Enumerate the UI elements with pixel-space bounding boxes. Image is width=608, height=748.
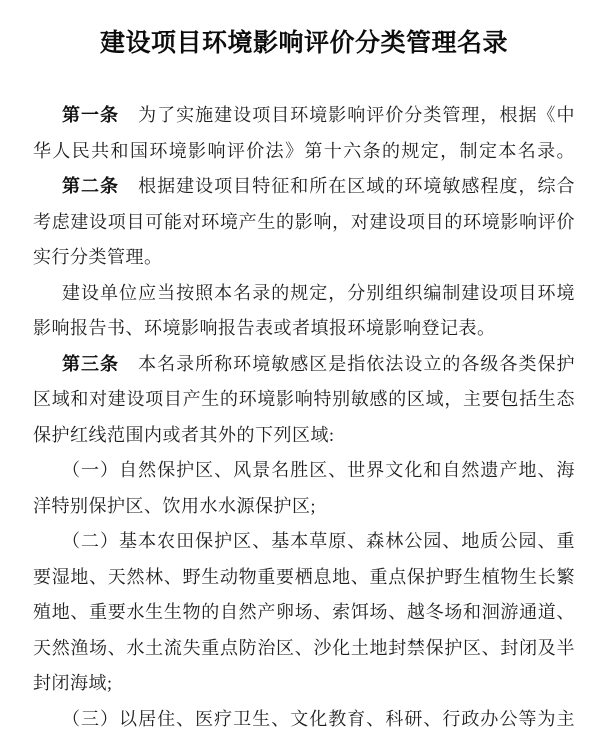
article-number: 第一条: [62, 105, 139, 125]
article-number: 第三条: [62, 353, 139, 374]
paragraph-2: [33, 169, 575, 276]
text-line: 殖地、重要水生生物的自然产卵场、索饵场、越冬场和洄游通道、: [33, 602, 575, 622]
text-line: 第三条 本名录所称环境敏感区是指依法设立的各级各类保护: [62, 353, 575, 374]
paragraph-1: [33, 98, 575, 169]
text-line: 影响报告书、环境影响报告表或者填报环境影响登记表。: [33, 318, 496, 338]
text-line: 第一条 为了实施建设项目环境影响评价分类管理，根据《中: [62, 105, 575, 125]
document-body: [33, 98, 575, 737]
paragraph-3: [33, 276, 575, 347]
text-line: 建设单位应当按照本名录的规定，分别组织编制建设项目环境: [62, 282, 575, 303]
text-line: 区域和对建设项目产生的环境影响特别敏感的区域，主要包括生态: [33, 389, 575, 409]
text-line: 保护红线范围内或者其外的下列区域:: [33, 424, 335, 445]
text-line: 天然渔场、水土流失重点防治区、沙化土地封禁保护区、封闭及半: [33, 637, 575, 658]
article-number: 第二条: [62, 176, 139, 196]
text-line: （二）基本农田保护区、基本草原、森林公园、地质公园、重: [62, 531, 575, 551]
paragraph-4: [33, 347, 575, 454]
text-line: （一）自然保护区、风景名胜区、世界文化和自然遗产地、海: [62, 460, 575, 480]
text-line: 洋特别保护区、饮用水水源保护区;: [33, 495, 316, 516]
text-line: 华人民共和国环境影响评价法》第十六条的规定，制定本名录。: [33, 140, 575, 161]
text-line: 封闭海域;: [33, 673, 113, 693]
text-line: 实行分类管理。: [33, 247, 163, 267]
text-line: （三）以居住、医疗卫生、文化教育、科研、行政办公等为主: [62, 708, 575, 729]
text-line: 第二条 根据建设项目特征和所在区域的环境敏感程度，综合: [62, 176, 575, 196]
paragraph-6: [33, 524, 575, 702]
paragraph-5: [33, 453, 575, 524]
text-line: 考虑建设项目可能对环境产生的影响，对建设项目的环境影响评价: [33, 211, 575, 232]
text-line: 要湿地、天然林、野生动物重要栖息地、重点保护野生植物生长繁: [33, 566, 575, 587]
document-title: 建设项目环境影响评价分类管理名录: [99, 30, 508, 57]
paragraph-7: [33, 702, 575, 738]
